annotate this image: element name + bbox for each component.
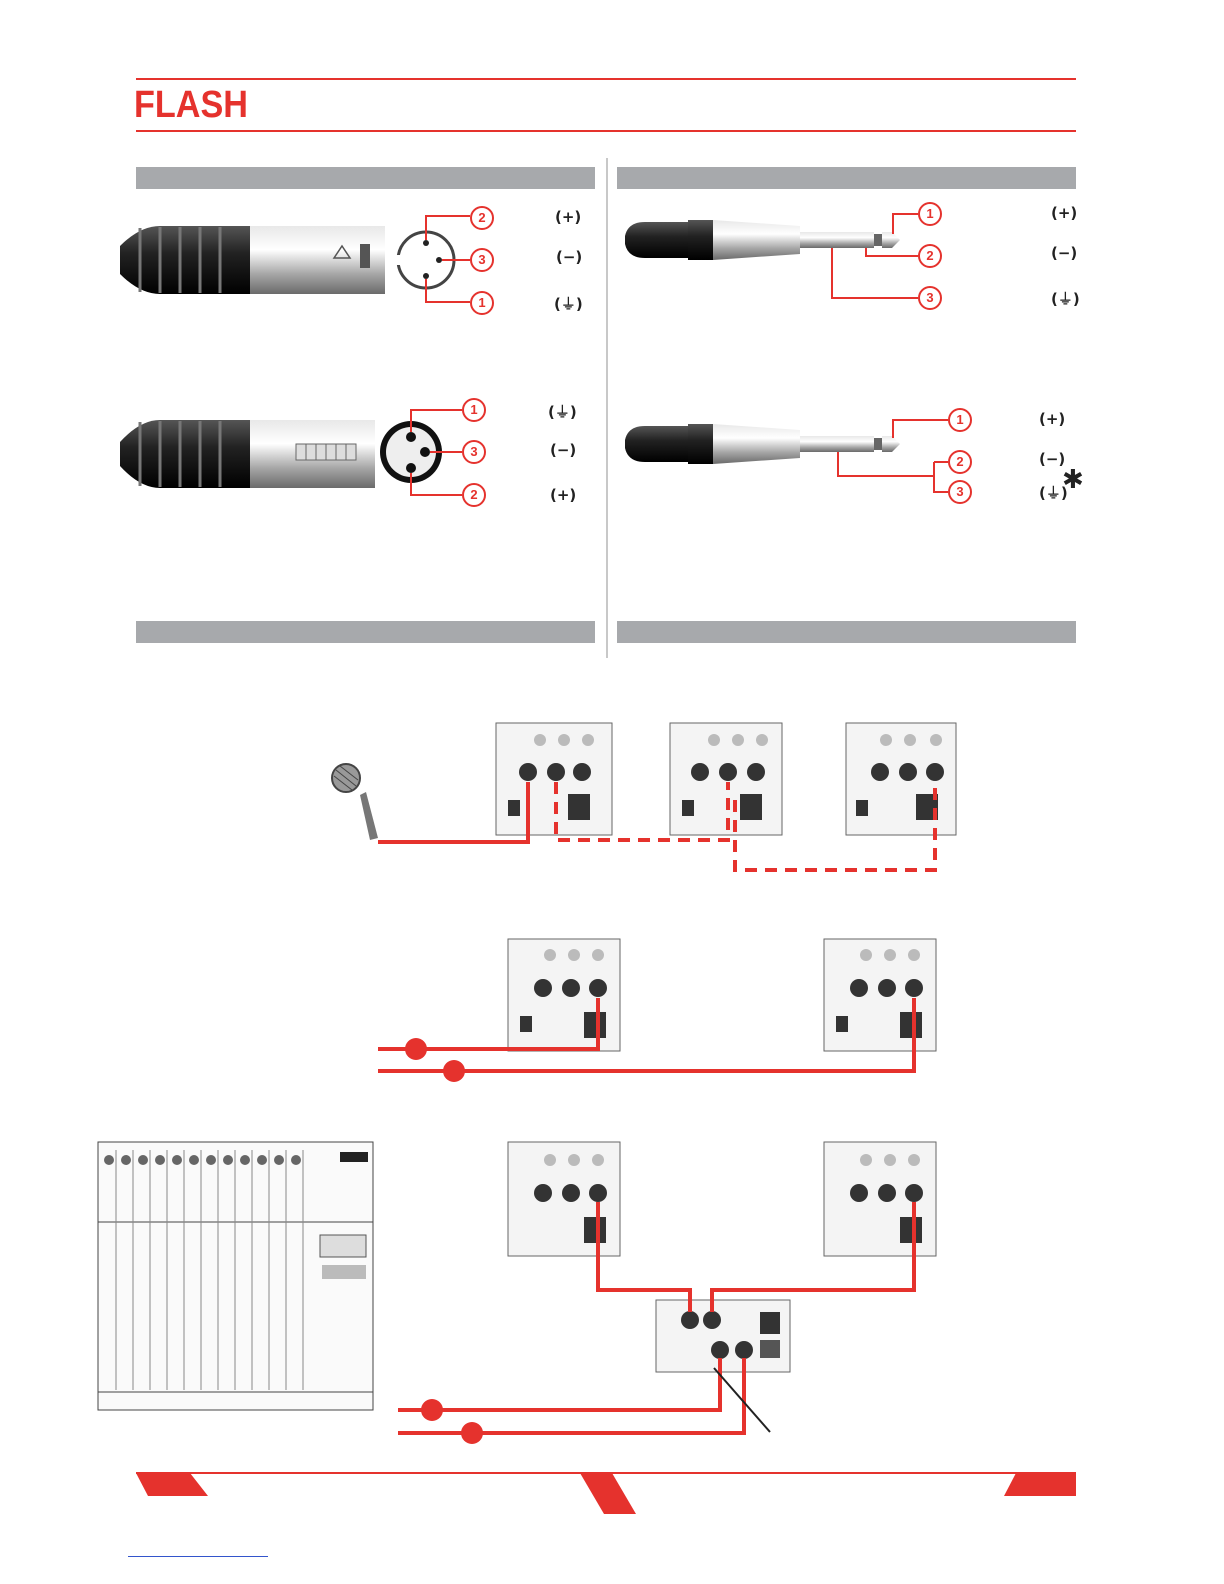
cable-marker-a bbox=[405, 1038, 427, 1060]
mono-jack-pin-3-num: 3 bbox=[948, 480, 972, 504]
page-title: FLASH bbox=[134, 84, 248, 126]
subwoofer-panel bbox=[656, 1300, 790, 1372]
xlr-male-signal-2: (−) bbox=[556, 248, 583, 266]
xlr-male-face bbox=[396, 216, 470, 302]
footer-shapes bbox=[136, 1473, 1076, 1514]
stereo-jack-pin-2-num: 2 bbox=[918, 244, 942, 268]
xlr-male-pin-3-num: 1 bbox=[470, 291, 494, 315]
stereo-jack-signal-2: (−) bbox=[1051, 244, 1078, 262]
xlr-female-signal-1: (⏚) bbox=[548, 403, 577, 421]
xlr-female-pin-2-num: 3 bbox=[462, 440, 486, 464]
xlr-female-pin-1-num: 1 bbox=[462, 398, 486, 422]
mono-jack-signal-2: (−) bbox=[1039, 450, 1066, 468]
xlr-female-pin-3-num: 2 bbox=[462, 483, 486, 507]
footer-link-underline bbox=[128, 1556, 268, 1557]
stereo-jack-pin-1-num: 1 bbox=[918, 202, 942, 226]
xlr-female-connector bbox=[120, 420, 375, 488]
mono-jack-signal-1: (+) bbox=[1039, 410, 1066, 428]
cable-marker-b bbox=[443, 1060, 465, 1082]
stereo-jack-pin-3-num: 3 bbox=[918, 286, 942, 310]
xlr-female-signal-2: (−) bbox=[550, 441, 577, 459]
stereo-jack-connector bbox=[625, 214, 918, 298]
xlr-male-connector bbox=[120, 226, 385, 294]
stereo-jack-signal-3: (⏚) bbox=[1051, 290, 1080, 308]
cable-marker-c bbox=[421, 1399, 443, 1421]
mono-jack-signal-3: (⏚) bbox=[1039, 484, 1068, 502]
xlr-male-signal-1: (+) bbox=[555, 208, 582, 226]
xlr-female-face bbox=[380, 410, 462, 495]
stereo-jack-signal-1: (+) bbox=[1051, 204, 1078, 222]
cable-marker-d bbox=[461, 1422, 483, 1444]
xlr-male-signal-3: (⏚) bbox=[554, 295, 583, 313]
xlr-male-pin-1-num: 2 bbox=[470, 206, 494, 230]
note-asterisk: ✱ bbox=[1062, 465, 1084, 495]
xlr-female-signal-3: (+) bbox=[550, 486, 577, 504]
xlr-male-pin-2-num: 3 bbox=[470, 248, 494, 272]
mono-jack-pin-1-num: 1 bbox=[948, 408, 972, 432]
mono-jack-connector bbox=[625, 420, 948, 492]
mono-jack-pin-2-num: 2 bbox=[948, 450, 972, 474]
microphone bbox=[332, 764, 378, 840]
